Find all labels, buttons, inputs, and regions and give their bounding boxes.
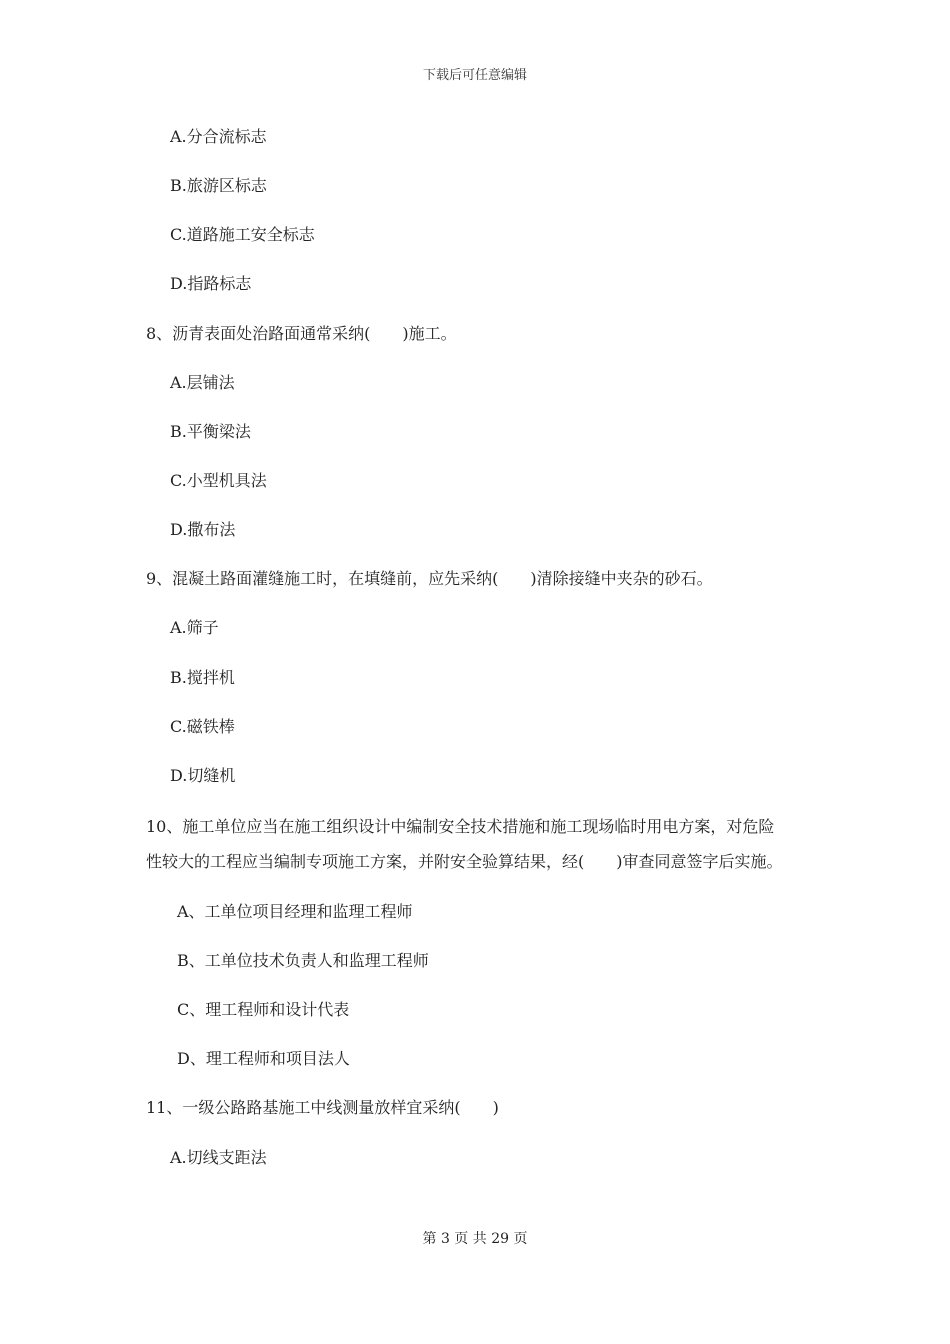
- q10-option-a: A、工单位项目经理和监理工程师: [177, 902, 413, 921]
- q10-option-c: C、理工程师和设计代表: [177, 1000, 350, 1019]
- q7-option-c: C.道路施工安全标志: [170, 225, 315, 244]
- page-footer: 第 3 页 共 29 页: [422, 1231, 528, 1247]
- q7-option-d: D.指路标志: [170, 274, 252, 293]
- q11-option-a: A.切线支距法: [170, 1148, 267, 1167]
- q8-option-d: D.撒布法: [170, 520, 236, 539]
- q9-option-c: C.磁铁棒: [170, 717, 235, 736]
- q7-option-b: B.旅游区标志: [170, 176, 267, 195]
- q7-option-a: A.分合流标志: [170, 127, 267, 146]
- q9-option-d: D.切缝机: [170, 766, 236, 785]
- q10-option-d: D、理工程师和项目法人: [177, 1049, 350, 1068]
- page-header: 下载后可任意编辑: [422, 68, 527, 83]
- q8-option-b: B.平衡梁法: [170, 422, 251, 441]
- question-10-line-1: 10、施工单位应当在施工组织设计中编制安全技术措施和施工现场临时用电方案，对危险: [146, 817, 775, 836]
- q10-option-b: B、工单位技术负责人和监理工程师: [177, 951, 429, 970]
- q9-option-b: B.搅拌机: [170, 668, 235, 687]
- q9-option-a: A.筛子: [170, 618, 219, 637]
- question-11: 11、一级公路路基施工中线测量放样宜采纳( ): [146, 1098, 499, 1117]
- q8-option-c: C.小型机具法: [170, 471, 267, 490]
- q8-option-a: A.层铺法: [170, 373, 235, 392]
- question-9: 9、混凝土路面灌缝施工时，在填缝前，应先采纳( )清除接缝中夹杂的砂石。: [146, 569, 713, 588]
- question-10-line-2: 性较大的工程应当编制专项施工方案，并附安全验算结果，经( )审查同意签字后实施。: [146, 852, 783, 871]
- question-8: 8、沥青表面处治路面通常采纳( )施工。: [146, 324, 457, 343]
